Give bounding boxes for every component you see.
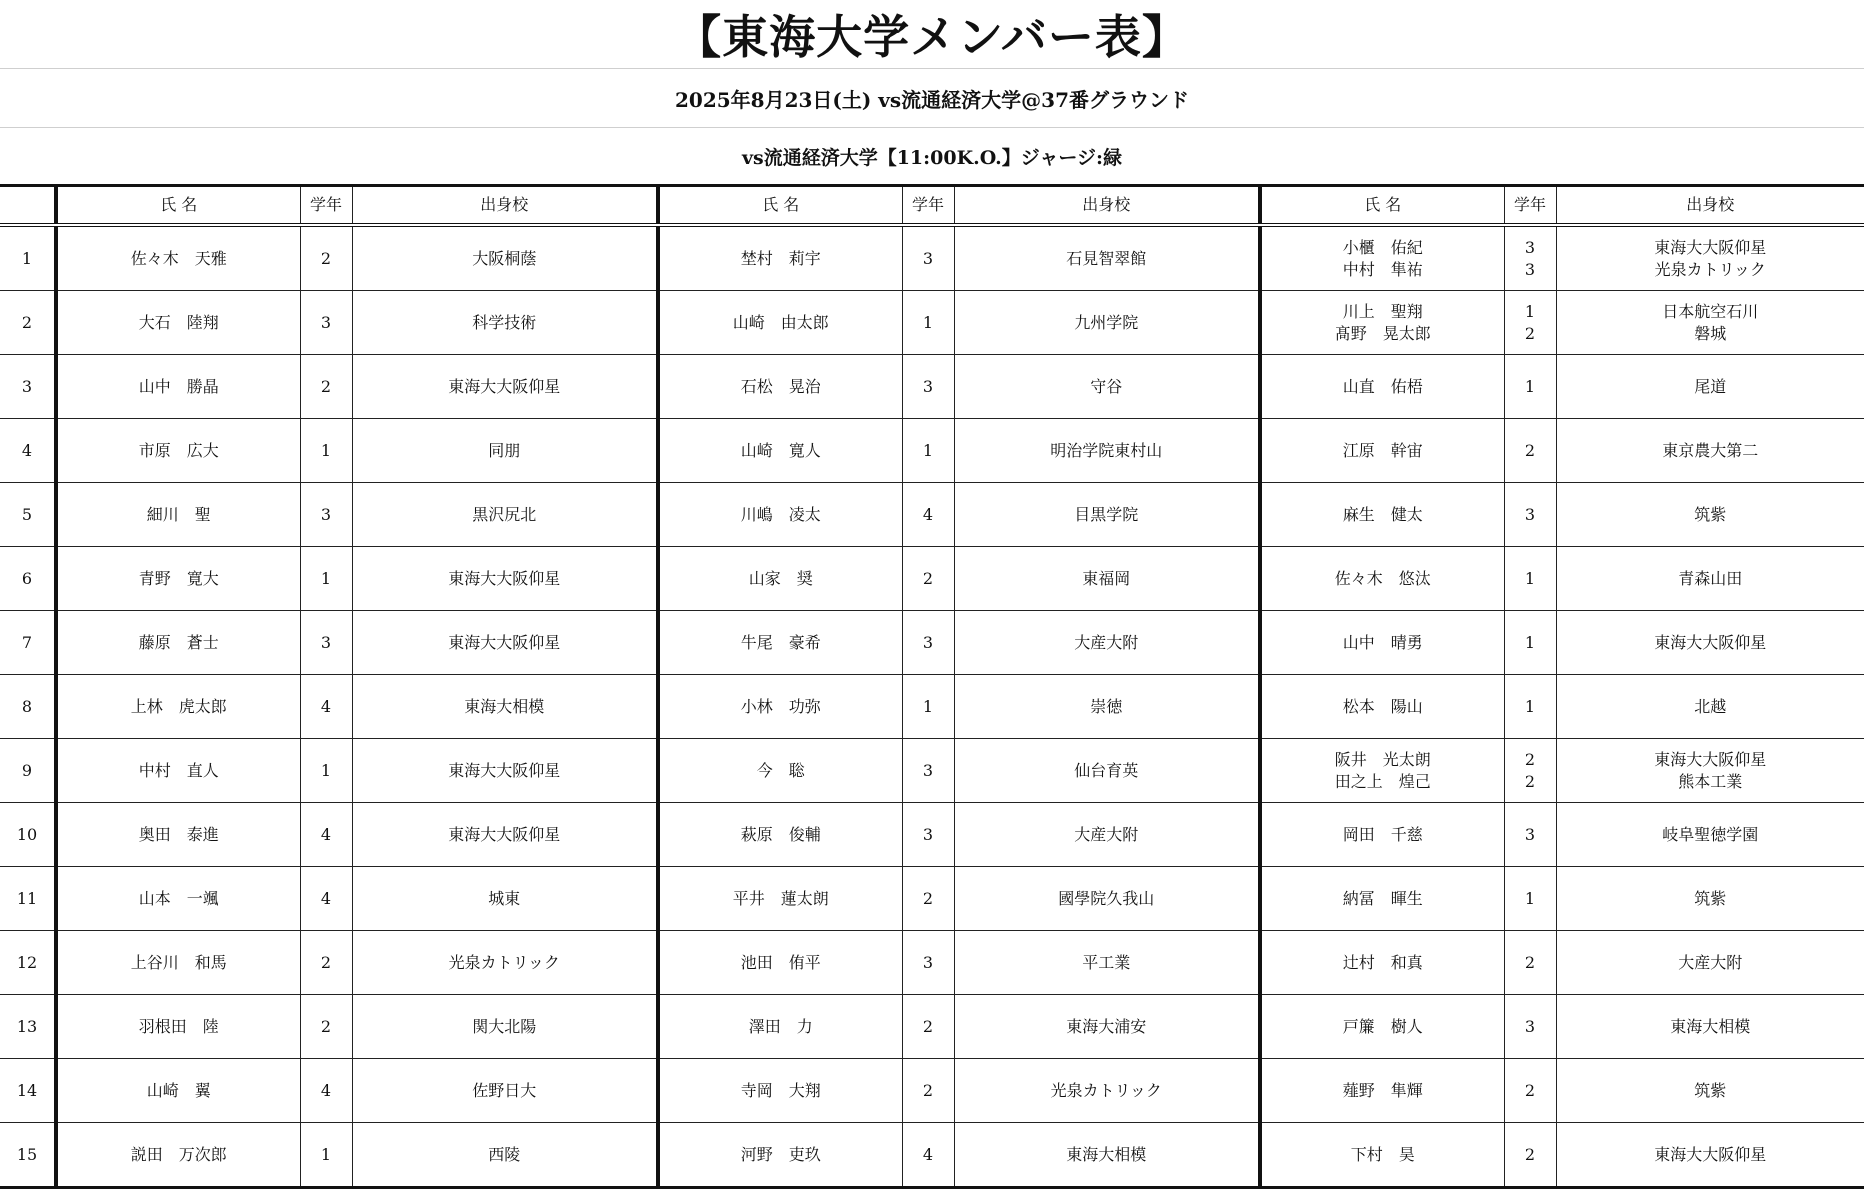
table-row: [0, 483, 1864, 547]
player-name-line: 髙野 晃太郎: [1262, 323, 1504, 345]
player-grade: 4: [300, 1059, 352, 1123]
roster-body: [0, 225, 1864, 1188]
player-name: 中村 直人: [56, 739, 300, 803]
player-name-line: 小櫃 佑紀: [1262, 237, 1504, 259]
player-school-line: 東海大大阪仰星: [1557, 749, 1864, 771]
player-number: 8: [0, 675, 56, 739]
player-school-line: 光泉カトリック: [1557, 259, 1864, 281]
table-row: [0, 355, 1864, 419]
player-name: 山崎 翼: [56, 1059, 300, 1123]
player-grade: 3: [902, 803, 954, 867]
table-row: [0, 739, 1864, 803]
player-school: 科学技術: [352, 291, 658, 355]
page-title: 【東海大学メンバー表】: [0, 0, 1864, 68]
player-school: [1556, 611, 1864, 675]
player-name: 大石 陸翔: [56, 291, 300, 355]
player-name: 河野 吏玖: [658, 1123, 902, 1188]
player-grade: 3: [902, 225, 954, 291]
grade-header: 学年: [902, 186, 954, 226]
player-school: 國學院久我山: [954, 867, 1260, 931]
player-grade-line: 1: [1505, 888, 1556, 910]
player-grade: [1504, 803, 1556, 867]
player-grade: 1: [300, 547, 352, 611]
player-grade: 1: [902, 675, 954, 739]
player-school: 東海大大阪仰星: [352, 355, 658, 419]
player-school: 黒沢尻北: [352, 483, 658, 547]
player-number: 1: [0, 225, 56, 291]
player-name: 平井 蓮太朗: [658, 867, 902, 931]
player-grade-line: 3: [1505, 824, 1556, 846]
player-name: 山中 勝晶: [56, 355, 300, 419]
player-grade: 1: [300, 1123, 352, 1188]
player-grade-line: 1: [1505, 568, 1556, 590]
player-school: 明治学院東村山: [954, 419, 1260, 483]
player-school: 目黒学院: [954, 483, 1260, 547]
player-grade-line: 1: [1505, 376, 1556, 398]
player-name-line: 戸簾 樹人: [1262, 1016, 1504, 1038]
player-name: 説田 万次郎: [56, 1123, 300, 1188]
player-school-line: 東海大大阪仰星: [1557, 237, 1864, 259]
player-name-line: 山中 晴勇: [1262, 632, 1504, 654]
player-school: [1556, 355, 1864, 419]
school-header: 出身校: [352, 186, 658, 226]
player-grade: 2: [300, 931, 352, 995]
player-school: 大産大附: [954, 803, 1260, 867]
player-number: 14: [0, 1059, 56, 1123]
match-info: 2025年8月23日(土) vs流通経済大学@37番グラウンド: [0, 68, 1864, 128]
player-school: 西陵: [352, 1123, 658, 1188]
table-row: [0, 867, 1864, 931]
player-grade: [1504, 611, 1556, 675]
player-name: 山本 一颯: [56, 867, 300, 931]
player-grade: 3: [300, 483, 352, 547]
player-school: 同朋: [352, 419, 658, 483]
table-row: [0, 995, 1864, 1059]
player-school: 城東: [352, 867, 658, 931]
school-header: 出身校: [1556, 186, 1864, 226]
player-number: 12: [0, 931, 56, 995]
player-school: 東海大相模: [954, 1123, 1260, 1188]
player-grade: [1504, 995, 1556, 1059]
player-school-line: 東海大相模: [1557, 1016, 1864, 1038]
name-header: 氏 名: [658, 186, 902, 226]
player-school-line: 東海大大阪仰星: [1557, 1144, 1864, 1166]
player-name: 萩原 俊輔: [658, 803, 902, 867]
player-school: [1556, 483, 1864, 547]
player-name: [1260, 1059, 1504, 1123]
player-school: 東海大大阪仰星: [352, 547, 658, 611]
player-school: [1556, 803, 1864, 867]
player-school: [1556, 675, 1864, 739]
table-row: [0, 419, 1864, 483]
grade-header: 学年: [300, 186, 352, 226]
player-school: 石見智翠館: [954, 225, 1260, 291]
player-school: 東福岡: [954, 547, 1260, 611]
player-name: 山崎 寛人: [658, 419, 902, 483]
player-grade: 3: [902, 355, 954, 419]
player-grade-line: 1: [1505, 301, 1556, 323]
player-number: 15: [0, 1123, 56, 1188]
player-name: 上谷川 和馬: [56, 931, 300, 995]
number-header: [0, 186, 56, 226]
player-school-line: 日本航空石川: [1557, 301, 1864, 323]
player-school-line: 北越: [1557, 696, 1864, 718]
player-name: [1260, 1123, 1504, 1188]
player-number: 7: [0, 611, 56, 675]
table-row: [0, 803, 1864, 867]
player-school-line: 岐阜聖徳学園: [1557, 824, 1864, 846]
player-grade: [1504, 547, 1556, 611]
player-name-line: 麻生 健太: [1262, 504, 1504, 526]
player-grade: 2: [300, 995, 352, 1059]
player-school: 大阪桐蔭: [352, 225, 658, 291]
player-name: [1260, 739, 1504, 803]
player-school: 佐野日大: [352, 1059, 658, 1123]
player-grade: 2: [902, 995, 954, 1059]
player-school: 光泉カトリック: [954, 1059, 1260, 1123]
player-grade: [1504, 1123, 1556, 1188]
player-name: 今 聡: [658, 739, 902, 803]
player-name: [1260, 995, 1504, 1059]
player-school: 守谷: [954, 355, 1260, 419]
player-name-line: 佐々木 悠汰: [1262, 568, 1504, 590]
player-number: 9: [0, 739, 56, 803]
player-grade: [1504, 867, 1556, 931]
player-school: 大産大附: [954, 611, 1260, 675]
player-school: [1556, 225, 1864, 291]
player-school: 東海大大阪仰星: [352, 803, 658, 867]
player-school: 関大北陽: [352, 995, 658, 1059]
player-grade: [1504, 1059, 1556, 1123]
name-header: 氏 名: [56, 186, 300, 226]
player-name: [1260, 419, 1504, 483]
player-name-line: 岡田 千慈: [1262, 824, 1504, 846]
player-name: [1260, 547, 1504, 611]
player-grade: 4: [902, 1123, 954, 1188]
player-grade: 2: [300, 355, 352, 419]
player-school: 東海大大阪仰星: [352, 739, 658, 803]
player-grade-line: 2: [1505, 1080, 1556, 1102]
player-name: [1260, 291, 1504, 355]
player-school: 平工業: [954, 931, 1260, 995]
player-name-line: 納冨 暉生: [1262, 888, 1504, 910]
player-grade: 3: [902, 611, 954, 675]
player-name-line: 薤野 隼輝: [1262, 1080, 1504, 1102]
player-name: 奥田 泰進: [56, 803, 300, 867]
player-grade: 2: [300, 225, 352, 291]
player-school: 仙台育英: [954, 739, 1260, 803]
school-header: 出身校: [954, 186, 1260, 226]
player-grade-line: 3: [1505, 237, 1556, 259]
table-row: [0, 291, 1864, 355]
player-school: [1556, 547, 1864, 611]
player-name: 藤原 蒼士: [56, 611, 300, 675]
player-school: 崇徳: [954, 675, 1260, 739]
player-name-line: 川上 聖翔: [1262, 301, 1504, 323]
header-row: [0, 186, 1864, 226]
player-grade-line: 2: [1505, 1144, 1556, 1166]
player-school: 東海大大阪仰星: [352, 611, 658, 675]
table-row: [0, 611, 1864, 675]
player-name-line: 阪井 光太朗: [1262, 749, 1504, 771]
player-grade-line: 2: [1505, 749, 1556, 771]
player-school: [1556, 867, 1864, 931]
player-name: 小林 功弥: [658, 675, 902, 739]
table-row: [0, 1059, 1864, 1123]
player-school: [1556, 291, 1864, 355]
player-name: 山家 奨: [658, 547, 902, 611]
player-school-line: 大産大附: [1557, 952, 1864, 974]
table-row: [0, 547, 1864, 611]
table-row: [0, 675, 1864, 739]
player-school-line: 筑紫: [1557, 504, 1864, 526]
player-name-line: 下村 昊: [1262, 1144, 1504, 1166]
player-name: [1260, 803, 1504, 867]
player-name: 山崎 由太郎: [658, 291, 902, 355]
name-header: 氏 名: [1260, 186, 1504, 226]
player-number: 11: [0, 867, 56, 931]
player-school-line: 磐城: [1557, 323, 1864, 345]
player-grade: 1: [902, 419, 954, 483]
table-row: [0, 1123, 1864, 1188]
player-school-line: 筑紫: [1557, 888, 1864, 910]
player-grade: [1504, 291, 1556, 355]
player-grade: 4: [300, 803, 352, 867]
player-name-line: 江原 幹宙: [1262, 440, 1504, 462]
player-school-line: 青森山田: [1557, 568, 1864, 590]
player-grade: 3: [902, 931, 954, 995]
player-school: [1556, 1123, 1864, 1188]
player-name: 川嶋 凌太: [658, 483, 902, 547]
player-school: [1556, 739, 1864, 803]
player-number: 6: [0, 547, 56, 611]
player-name: 澤田 力: [658, 995, 902, 1059]
player-name: 市原 広大: [56, 419, 300, 483]
player-number: 10: [0, 803, 56, 867]
game-info: vs流通経済大学【11:00K.O.】ジャージ:緑: [0, 127, 1864, 185]
player-school: 九州学院: [954, 291, 1260, 355]
player-name: 佐々木 天雅: [56, 225, 300, 291]
player-grade-line: 1: [1505, 632, 1556, 654]
player-grade: 2: [902, 547, 954, 611]
player-name: 牛尾 豪希: [658, 611, 902, 675]
player-school: 東海大浦安: [954, 995, 1260, 1059]
player-grade-line: 2: [1505, 440, 1556, 462]
player-grade: 1: [300, 739, 352, 803]
player-school: 光泉カトリック: [352, 931, 658, 995]
player-number: 5: [0, 483, 56, 547]
player-name: 池田 侑平: [658, 931, 902, 995]
player-grade: 3: [902, 739, 954, 803]
player-name-line: 辻村 和真: [1262, 952, 1504, 974]
player-name: 埜村 莉宇: [658, 225, 902, 291]
player-grade: 2: [902, 867, 954, 931]
player-number: 4: [0, 419, 56, 483]
player-number: 13: [0, 995, 56, 1059]
player-name: [1260, 675, 1504, 739]
player-name: 石松 晃治: [658, 355, 902, 419]
player-school-line: 東京農大第二: [1557, 440, 1864, 462]
player-school-line: 熊本工業: [1557, 771, 1864, 793]
table-row: [0, 931, 1864, 995]
player-grade: 4: [300, 867, 352, 931]
player-name: 寺岡 大翔: [658, 1059, 902, 1123]
player-name: [1260, 355, 1504, 419]
player-grade: [1504, 419, 1556, 483]
player-grade-line: 2: [1505, 952, 1556, 974]
grade-header: 学年: [1504, 186, 1556, 226]
player-number: 3: [0, 355, 56, 419]
player-name: 羽根田 陸: [56, 995, 300, 1059]
player-grade: [1504, 675, 1556, 739]
player-school: [1556, 931, 1864, 995]
player-grade-line: 3: [1505, 259, 1556, 281]
player-school: [1556, 1059, 1864, 1123]
player-name-line: 松本 陽山: [1262, 696, 1504, 718]
player-name-line: 田之上 煌己: [1262, 771, 1504, 793]
roster-table: [0, 184, 1864, 1189]
player-name: 上林 虎太郎: [56, 675, 300, 739]
player-grade: 1: [300, 419, 352, 483]
table-row: [0, 225, 1864, 291]
player-name: [1260, 931, 1504, 995]
player-name: [1260, 611, 1504, 675]
player-number: 2: [0, 291, 56, 355]
player-grade: [1504, 483, 1556, 547]
player-grade-line: 2: [1505, 771, 1556, 793]
player-grade: 4: [300, 675, 352, 739]
player-school: [1556, 419, 1864, 483]
player-grade: [1504, 355, 1556, 419]
player-grade: [1504, 931, 1556, 995]
player-school-line: 筑紫: [1557, 1080, 1864, 1102]
player-grade-line: 1: [1505, 696, 1556, 718]
player-name: [1260, 483, 1504, 547]
player-grade: [1504, 225, 1556, 291]
player-grade: 4: [902, 483, 954, 547]
player-grade-line: 3: [1505, 504, 1556, 526]
player-grade: 3: [300, 291, 352, 355]
player-name-line: 中村 隼祐: [1262, 259, 1504, 281]
player-grade: 2: [902, 1059, 954, 1123]
player-school-line: 東海大大阪仰星: [1557, 632, 1864, 654]
player-grade-line: 3: [1505, 1016, 1556, 1038]
player-name: 細川 聖: [56, 483, 300, 547]
player-school: [1556, 995, 1864, 1059]
player-grade-line: 2: [1505, 323, 1556, 345]
player-grade: [1504, 739, 1556, 803]
player-name: [1260, 225, 1504, 291]
player-grade: 3: [300, 611, 352, 675]
player-school-line: 尾道: [1557, 376, 1864, 398]
player-grade: 1: [902, 291, 954, 355]
player-name: [1260, 867, 1504, 931]
player-name: 青野 寛大: [56, 547, 300, 611]
player-name-line: 山直 佑梧: [1262, 376, 1504, 398]
player-school: 東海大相模: [352, 675, 658, 739]
